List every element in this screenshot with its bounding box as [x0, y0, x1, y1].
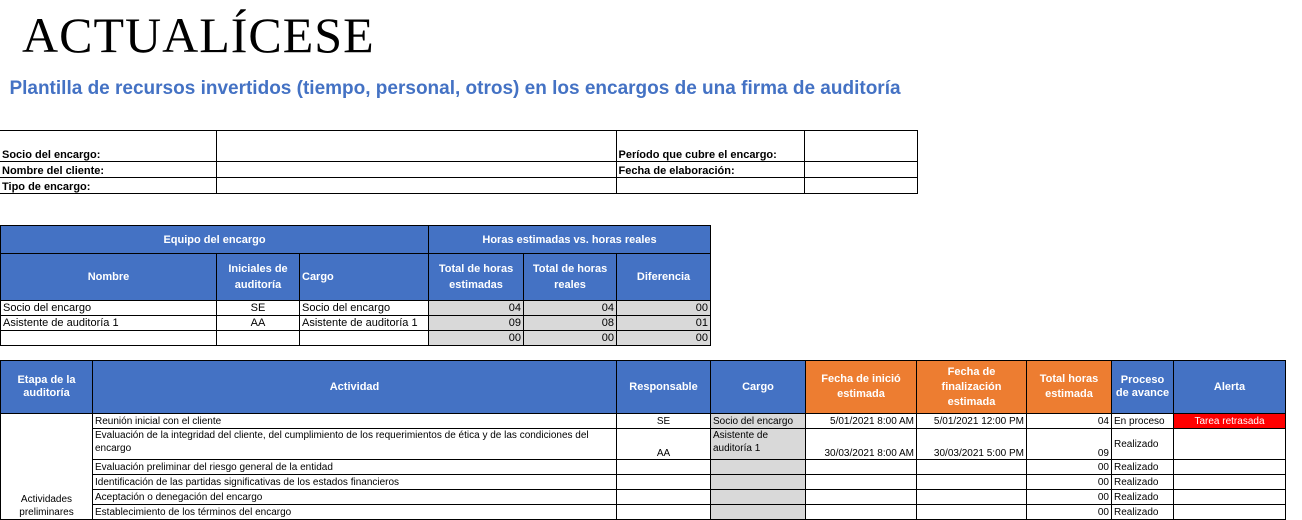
reales-header: Total de horas reales: [524, 254, 617, 301]
inicio-cell[interactable]: 5/01/2021 8:00 AM: [806, 414, 917, 429]
total-cell[interactable]: 00: [1027, 475, 1112, 490]
diferencia-cell[interactable]: 00: [617, 301, 711, 316]
fin-cell[interactable]: [917, 490, 1027, 505]
proceso-cell[interactable]: Realizado: [1112, 490, 1174, 505]
diferencia-cell[interactable]: 01: [617, 316, 711, 331]
inicio-cell[interactable]: 30/03/2021 8:00 AM: [806, 429, 917, 460]
alerta-cell: [1174, 460, 1286, 475]
tipo-label: Tipo de encargo:: [0, 178, 216, 194]
responsable-cell[interactable]: [617, 490, 711, 505]
fin-cell[interactable]: [917, 505, 1027, 520]
diferencia-header: Diferencia: [617, 254, 711, 301]
proceso-cell[interactable]: Realizado: [1112, 505, 1174, 520]
table-row: [1, 429, 1286, 460]
proceso-header: Proceso de avance: [1112, 361, 1174, 414]
responsable-cell[interactable]: [617, 505, 711, 520]
actividad-cell[interactable]: Establecimiento de los términos del encargo: [93, 505, 617, 520]
total-cell[interactable]: 04: [1027, 414, 1112, 429]
fin-cell[interactable]: [917, 460, 1027, 475]
responsable-header: Responsable: [617, 361, 711, 414]
cargo-header: Cargo: [711, 361, 806, 414]
total-header: Total horas estimada: [1027, 361, 1112, 414]
table-row: [1, 475, 1286, 490]
cargo-cell[interactable]: [711, 460, 806, 475]
inicio-cell[interactable]: [806, 505, 917, 520]
iniciales-cell[interactable]: AA: [217, 316, 300, 331]
responsable-cell[interactable]: [617, 475, 711, 490]
fin-header: Fecha de finalización estimada: [917, 361, 1027, 414]
cargo-cell[interactable]: [300, 331, 429, 346]
estimadas-cell[interactable]: 09: [429, 316, 524, 331]
reales-cell[interactable]: 00: [524, 331, 617, 346]
cargo-cell[interactable]: Socio del encargo: [711, 414, 806, 429]
actividad-header: Actividad: [93, 361, 617, 414]
group-equipo-header: Equipo del encargo: [1, 226, 429, 254]
estimadas-cell[interactable]: 04: [429, 301, 524, 316]
actividad-cell[interactable]: Aceptación o denegación del encargo: [93, 490, 617, 505]
estimadas-header: Total de horas estimadas: [429, 254, 524, 301]
etapa-header: Etapa de la auditoría: [1, 361, 93, 414]
actualicese-logo: ACTUALÍCESE: [22, 7, 375, 63]
socio-input[interactable]: [216, 131, 616, 162]
cargo-cell[interactable]: [711, 505, 806, 520]
total-cell[interactable]: 00: [1027, 490, 1112, 505]
engagement-info-table: [0, 130, 918, 194]
estimadas-cell[interactable]: 00: [429, 331, 524, 346]
alerta-cell: [1174, 429, 1286, 460]
periodo-input[interactable]: [804, 131, 917, 162]
responsable-cell[interactable]: SE: [617, 414, 711, 429]
total-cell[interactable]: 09: [1027, 429, 1112, 460]
proceso-cell[interactable]: Realizado: [1112, 429, 1174, 460]
responsable-cell[interactable]: [617, 460, 711, 475]
table-row: [1, 460, 1286, 475]
proceso-cell[interactable]: Realizado: [1112, 460, 1174, 475]
actividad-cell[interactable]: Evaluación preliminar del riesgo general de la entidad: [93, 460, 617, 475]
activities-table: [0, 360, 1286, 520]
cargo-header: Cargo: [300, 254, 429, 301]
nombre-cell[interactable]: [1, 331, 217, 346]
fin-cell[interactable]: 30/03/2021 5:00 PM: [917, 429, 1027, 460]
table-row: [1, 331, 711, 346]
iniciales-cell[interactable]: [217, 331, 300, 346]
reales-cell[interactable]: 08: [524, 316, 617, 331]
nombre-header: Nombre: [1, 254, 217, 301]
nombre-cell[interactable]: Asistente de auditoría 1: [1, 316, 217, 331]
total-cell[interactable]: 00: [1027, 505, 1112, 520]
page-title: Plantilla de recursos invertidos (tiempo, personal, otros) en los encargos de una firma de auditoría: [9, 78, 901, 99]
alerta-cell: [1174, 505, 1286, 520]
cargo-cell[interactable]: [711, 490, 806, 505]
nombre-cell[interactable]: Socio del encargo: [1, 301, 217, 316]
cargo-cell[interactable]: Asistente de auditoría 1: [300, 316, 429, 331]
inicio-cell[interactable]: [806, 490, 917, 505]
cargo-cell[interactable]: [711, 475, 806, 490]
reales-cell[interactable]: 04: [524, 301, 617, 316]
responsable-cell[interactable]: AA: [617, 429, 711, 460]
proceso-cell[interactable]: Realizado: [1112, 475, 1174, 490]
fecha-label: Fecha de elaboración:: [616, 162, 804, 178]
socio-label: Socio del encargo:: [0, 131, 216, 162]
cargo-cell[interactable]: Asistente de auditoría 1: [711, 429, 806, 460]
table-row: [1, 490, 1286, 505]
cliente-label: Nombre del cliente:: [0, 162, 216, 178]
fin-cell[interactable]: [917, 475, 1027, 490]
table-row: [1, 505, 1286, 520]
tipo-input[interactable]: [216, 178, 616, 194]
actividad-cell[interactable]: Reunión inicial con el cliente: [93, 414, 617, 429]
total-cell[interactable]: 00: [1027, 460, 1112, 475]
fecha-input[interactable]: [804, 162, 917, 178]
alerta-cell: [1174, 475, 1286, 490]
group-horas-header: Horas estimadas vs. horas reales: [429, 226, 711, 254]
cargo-cell[interactable]: Socio del encargo: [300, 301, 429, 316]
actividad-cell[interactable]: Evaluación de la integridad del cliente, del cumplimiento de los requerimientos de ética y de las condiciones del encargo: [93, 429, 617, 460]
empty-cell[interactable]: [616, 178, 804, 194]
empty-cell[interactable]: [804, 178, 917, 194]
etapa-cell: Actividades preliminares: [1, 414, 93, 520]
team-table: [0, 225, 711, 346]
iniciales-cell[interactable]: SE: [217, 301, 300, 316]
iniciales-header: Iniciales de auditoría: [217, 254, 300, 301]
proceso-cell[interactable]: En proceso: [1112, 414, 1174, 429]
alerta-cell: Tarea retrasada: [1174, 414, 1286, 429]
inicio-cell[interactable]: [806, 460, 917, 475]
table-row: [1, 316, 711, 331]
periodo-label: Período que cubre el encargo:: [616, 131, 804, 162]
table-row: [1, 414, 1286, 429]
table-row: [1, 301, 711, 316]
actividad-cell[interactable]: Identificación de las partidas significativas de los estados financieros: [93, 475, 617, 490]
inicio-cell[interactable]: [806, 475, 917, 490]
alerta-header: Alerta: [1174, 361, 1286, 414]
cliente-input[interactable]: [216, 162, 616, 178]
fin-cell[interactable]: 5/01/2021 12:00 PM: [917, 414, 1027, 429]
alerta-cell: [1174, 490, 1286, 505]
diferencia-cell[interactable]: 00: [617, 331, 711, 346]
inicio-header: Fecha de inició estimada: [806, 361, 917, 414]
